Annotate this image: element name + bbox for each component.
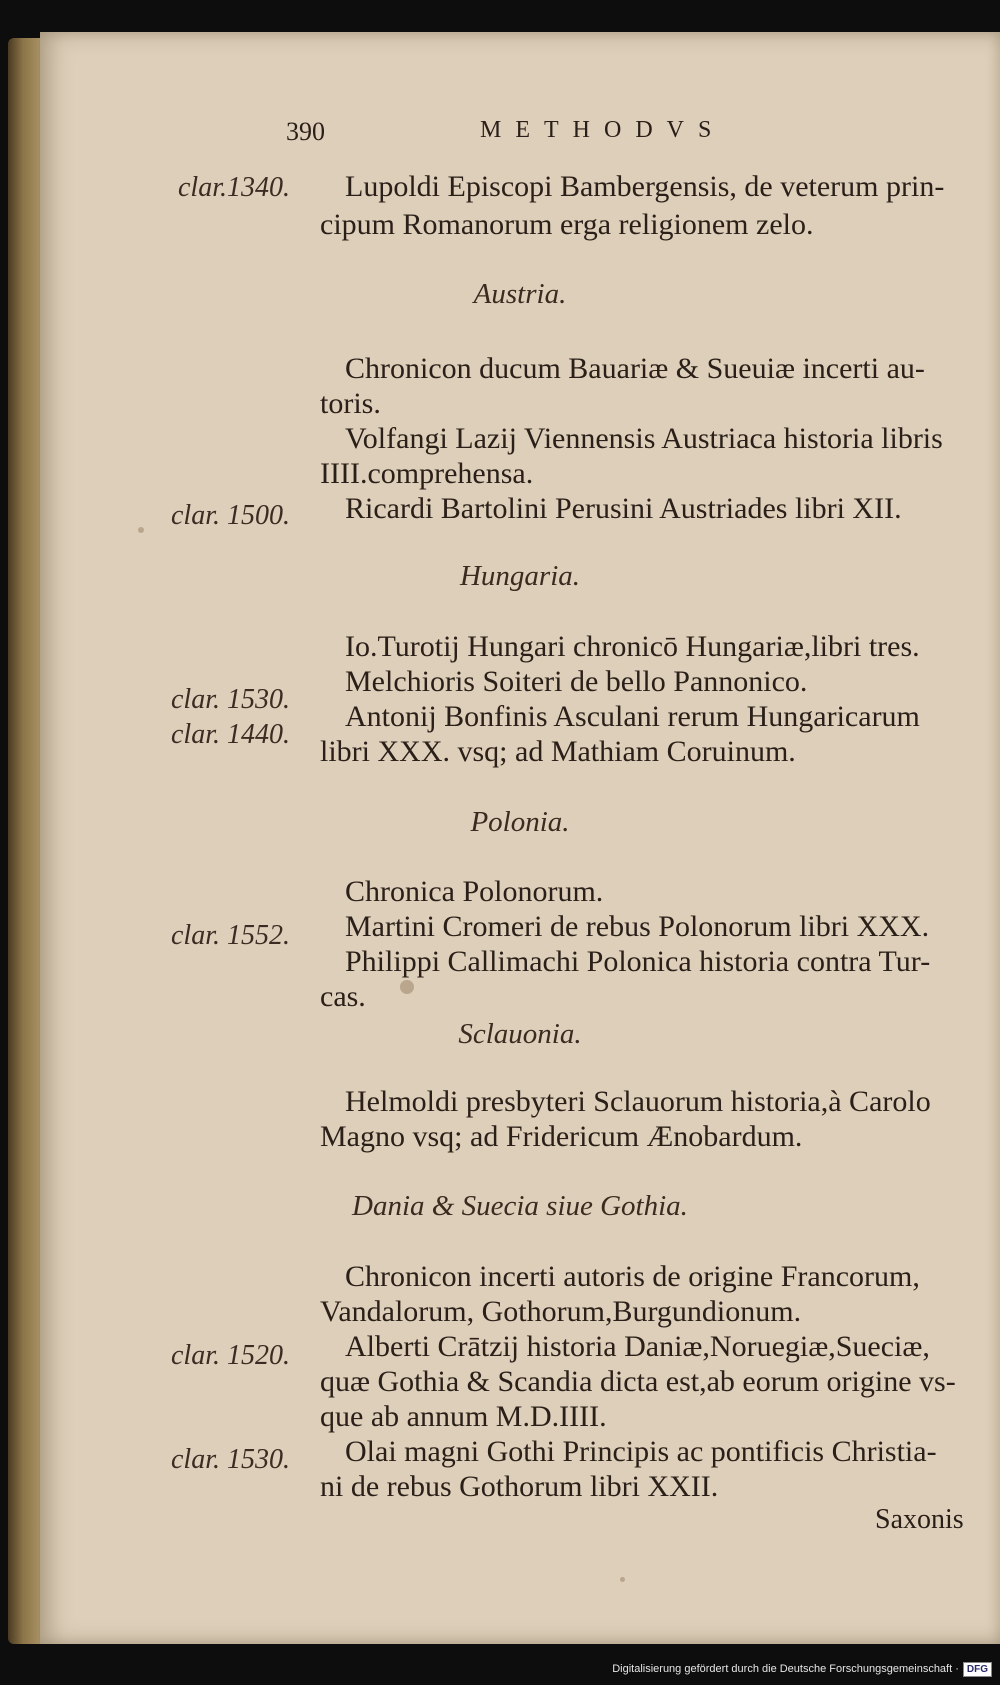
text-line: Melchioris Soiteri de bello Pannonico. [345, 665, 808, 698]
footer-text: Digitalisierung gefördert durch die Deutsche Forschungsgemeinschaft · [612, 1663, 959, 1675]
text-line: Alberti Crātzij historia Daniæ,Noruegiæ,Sueciæ, [345, 1330, 930, 1363]
text-line: Olai magni Gothi Principis ac pontificis Christia- [345, 1435, 937, 1468]
section-heading: Hungaria. [459, 560, 581, 592]
paper-speck [400, 980, 414, 994]
margin-note: clar. 1520. [171, 1340, 290, 1371]
text-line: Chronica Polonorum. [345, 875, 604, 908]
margin-note: clar. 1440. [171, 719, 290, 750]
section-heading: Austria. [473, 278, 567, 310]
text-line: libri XXX. vsq; ad Mathiam Coruinum. [320, 735, 796, 768]
paper-speck [138, 527, 144, 533]
text-line: Volfangi Lazij Viennensis Austriaca historia libris [345, 422, 943, 455]
margin-note: clar. 1530. [171, 684, 290, 715]
text-line: toris. [320, 387, 381, 420]
text-line: quæ Gothia & Scandia dicta est,ab eorum origine vs- [320, 1365, 956, 1398]
text-line: cipum Romanorum erga religionem zelo. [320, 208, 814, 241]
margin-note: clar. 1530. [171, 1444, 290, 1475]
section-heading: Polonia. [470, 806, 570, 838]
digitization-footer [612, 1657, 992, 1681]
text-line: ni de rebus Gothorum libri XXII. [320, 1470, 719, 1503]
text-line: Antonij Bonfinis Asculani rerum Hungaricarum [345, 700, 920, 733]
book-page [40, 32, 1000, 1644]
running-title: METHODVS [480, 117, 726, 143]
paper-speck [620, 1577, 625, 1582]
page-number: 390 [286, 117, 325, 146]
section-heading: Dania & Suecia siue Gothia. [352, 1190, 688, 1222]
catchword: Saxonis [875, 1504, 964, 1535]
dfg-logo: DFG [963, 1662, 992, 1677]
margin-note: clar. 1500. [171, 500, 290, 531]
text-line: Chronicon incerti autoris de origine Francorum, [345, 1260, 920, 1293]
text-line: Lupoldi Episcopi Bambergensis, de veterum prin- [345, 170, 945, 203]
text-line: Magno vsq; ad Fridericum Ænobardum. [320, 1120, 803, 1153]
margin-note: clar. 1552. [171, 920, 290, 951]
text-line: Ricardi Bartolini Perusini Austriades libri XII. [345, 492, 902, 525]
text-line: que ab annum M.D.IIII. [320, 1400, 607, 1433]
text-line: IIII.comprehensa. [320, 457, 534, 490]
text-line: Vandalorum, Gothorum,Burgundionum. [320, 1295, 802, 1328]
text-line: Helmoldi presbyteri Sclauorum historia,à Carolo [345, 1085, 931, 1118]
margin-note: clar.1340. [178, 172, 290, 203]
text-line: Chronicon ducum Bauariæ & Sueuiæ incerti au- [345, 352, 925, 385]
text-line: cas. [320, 980, 366, 1013]
section-heading: Sclauonia. [458, 1018, 582, 1050]
text-line: Philippi Callimachi Polonica historia contra Tur- [345, 945, 931, 978]
text-line: Martini Cromeri de rebus Polonorum libri XXX. [345, 910, 930, 943]
text-line: Io.Turotij Hungari chronicō Hungariæ,libri tres. [345, 630, 920, 663]
